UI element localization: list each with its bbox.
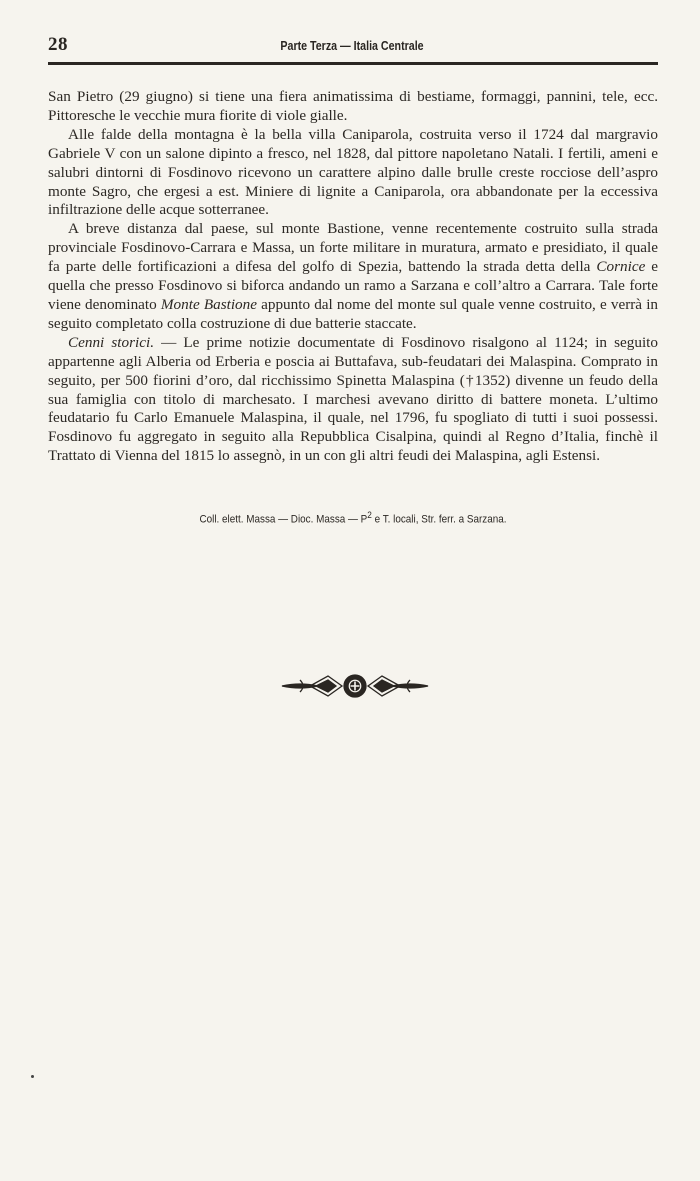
running-head: Parte Terza — Italia Centrale: [280, 38, 424, 53]
administrative-note-superscript: 2: [367, 510, 372, 520]
administrative-note-before: Coll. elett. Massa — Dioc. Massa — P: [199, 513, 368, 526]
italic-monte-bastione: Monte Bastione: [160, 295, 257, 313]
paragraph-caniparola: Alle falde della montagna è la bella villa Caniparola, costruita verso il 1724 dal margravio Gabriele V con un salone dipinto a fresco, nel 1828, dal pittore napoletano Natali. I fertili, ameni e salubri dintorni di Fosdinovo ricevono un carattere alpino dalle brulle creste rocciose dell’aspro monte Sagro, che ergesi a est. Miniere di lignite a Caniparola, ora abbandonate per la eccessiva infiltrazione delle acque sotterranee.: [48, 125, 658, 219]
paragraph-cenni-storici: [48, 334, 658, 466]
paragraph-monte-bastione-part1: A breve distanza dal paese, sul monte Bastione, venne recentemente costruito sulla strada provinciale Fosdinovo-Carrara e Massa, un forte militare in muratura, armato e presidiato, il quale fa parte delle fortificazioni a difesa del golfo di Spezia, battendo la strada detta della: [48, 220, 658, 276]
page-header: [48, 34, 656, 58]
italic-cornice: Cornice: [596, 258, 646, 276]
paragraph-monte-bastione-part3: appunto dal nome del monte sul quale venne costruito, e verrà in seguito completato colla costruzione di due batterie staccate.: [48, 295, 659, 332]
paragraph-monte-bastione-part2: e quella che presso Fosdinovo si biforca andando un ramo a Sarzana e coll’altro a Carrara. Tale forte viene denominato: [48, 258, 658, 313]
printer-ornament-icon: [280, 670, 430, 702]
header-rule: [48, 62, 658, 65]
section-label-cenni-storici: Cenni storici.: [68, 333, 154, 351]
body-text: [48, 88, 658, 466]
paragraph-fiera: San Pietro (29 giugno) si tiene una fiera animatissima di bestiame, formaggi, pannini, tele, ecc. Pittoresche le vecchie mura fiorite di viole gialle.: [48, 88, 658, 124]
page-speck: [31, 1075, 34, 1078]
paragraph-monte-bastione: [48, 220, 658, 333]
administrative-note: [79, 510, 628, 526]
administrative-note-after: e T. locali, Str. ferr. a Sarzana.: [371, 513, 507, 526]
page-number: 28: [48, 34, 68, 55]
paragraph-cenni-storici-text: — Le prime notizie documentate di Fosdinovo risalgono al 1124; in seguito appartenne agli Alberia od Erberia e poscia ai Buttafava, sub-feudatari dei Malaspina. Comprato in seguito, per 500 fiorini d’oro, dal ricchissimo Spinetta Malaspina (†1352) divenne un feudo della sua famiglia con titolo di marchesato. I marchesi avevano diritto di battere moneta. L’ultimo feudatario fu Carlo Emanuele Malaspina, il quale, nel 1796, fu spogliato di tutti i suoi possessi. Fosdinovo fu aggregato in seguito alla Repubblica Cisalpina, quindi al Regno d’Italia, finchè il Trattato di Vienna del 1815 lo assegnò, in un con gli altri feudi dei Malaspina, agli Estensi.: [48, 333, 658, 465]
